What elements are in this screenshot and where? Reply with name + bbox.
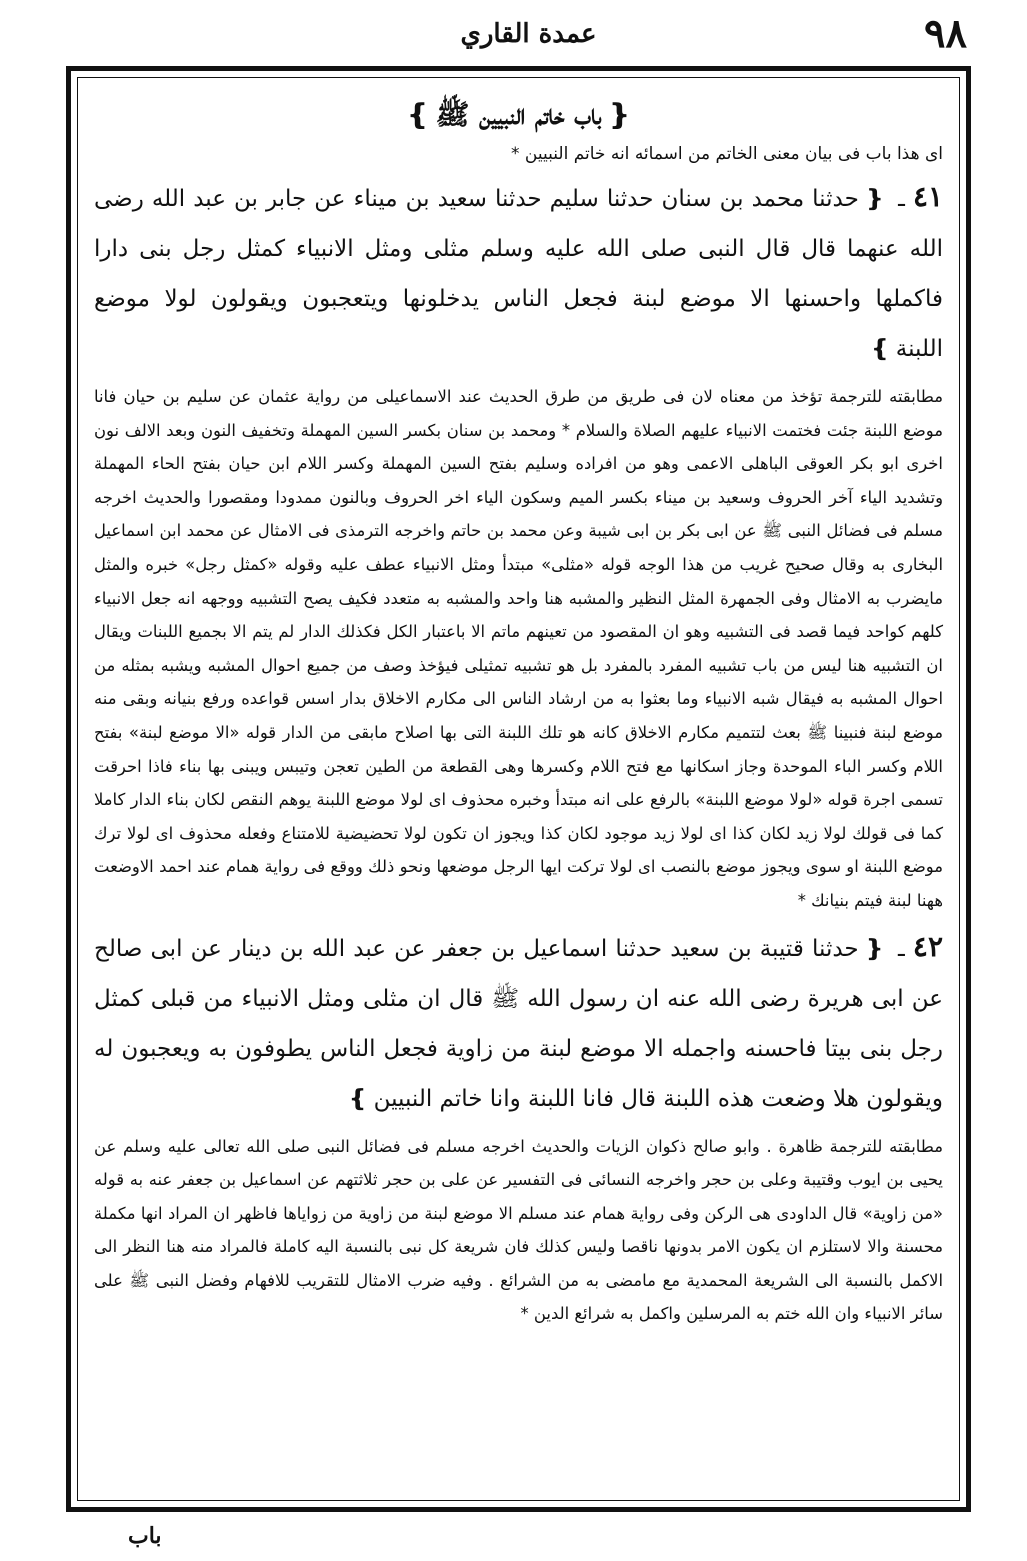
commentary-41: مطابقته للترجمة تؤخذ من معناه لان فى طريق من طرق الحديث عند الاسماعيلى من رواية عثمان عن سليم بن حيان فانا موضع اللبنة جئت فختمت الانبياء عليهم الصلاة والسلام * ومحمد بن سنان بكسر السين المهملة وتخفيف النون وبعد الالف نون اخرى ابو بكر العوقى الباهلى الاعمى وهو من افراده وسليم بفتح السين المهملة وكسر اللام ابن حيان بفتح الحاء المهملة وتشديد الياء آخر الحروف وسعيد بن ميناء بكسر الميم وسكون الياء اخر الحروف وبالنون ممدودا ومقصورا والحديث اخرجه مسلم فى فضائل النبى ﷺ عن ابى بكر بن ابى شيبة وعن محمد بن حاتم واخرجه الترمذى فى الامثال عن محمد ابن اسماعيل البخارى به وقال صحيح غريب من هذا الوجه قوله «مثلى» مبتدأ ومثل الانبياء عطف عليه وقوله «كمثل رجل» خبره والمثل مايضرب به الامثال وفى الجمهرة المثل النظير والمشبه هنا واحد والمشبه به متعدد فكيف يصح التشبيه ووجهه انه جعل الانبياء كلهم كواحد فيما قصد فى التشبيه وهو ان المقصود من تعينهم ماتم الا باعتبار الكل فكذلك الدار لم يتم الا بجميع اللبنات ويقال ان التشبيه هنا ليس من باب تشبيه المفرد بالمفرد بل هو تشبيه تمثيلى فيؤخذ وصف من جميع احوال المشبه ويشبه بمثله من احوال المشبه به فيقال شبه الانبياء وما بعثوا به من ارشاد الناس الى مكارم الاخلاق بدار اسس قواعده ورفع بنيانه وبقى منه موضع لبنة فنبينا ﷺ بعث لتتميم مكارم الاخلاق كانه هو تلك اللبنة التى بها اصلاح مابقى من الدار قوله «الا موضع لبنة» بفتح اللام وكسر الباء الموحدة وجاز اسكانها مع فتح اللام وكسرها وهى القطعة من الطين تعجن وتيبس ويبنى بها بناء فاذا احرقت تسمى اجرة قوله «لولا موضع اللبنة» بالرفع على انه مبتدأ وخبره محذوف اى لولا موضع اللبنة يوهم النقص لكان بناء الدار كاملا كما فى قولك لولا زيد لكان كذا اى لولا زيد موجود لكان كذا ويجوز ان تكون لولا تحضيضية للامتناع وفعله محذوف اى لولا ترك موضع اللبنة او سوى ويجوز موضع بالنصب اى لولا تركت ايها الرجل موضعها ونحو ذلك ووقع فى رواية همام عند احمد الاوضعت ههنا لبنة فيتم بنيانك *	[94, 387, 943, 910]
hadith-open-bracket-icon: ❴	[864, 185, 885, 212]
chapter-note: اى هذا باب فى بيان معنى الخاتم من اسمائه انه خاتم النبيين *	[511, 144, 943, 164]
hadith-separator: ـ	[890, 186, 905, 212]
hadith-number: ٤١	[912, 180, 944, 213]
hadith-separator: ـ	[889, 935, 905, 962]
hadith-41	[94, 172, 943, 374]
hadith-42	[94, 922, 943, 1124]
hadith-number: ٤٢	[912, 929, 943, 963]
catchword: باب	[128, 1523, 162, 1549]
chapter-title	[88, 94, 949, 136]
page-header	[90, 10, 967, 58]
hadith-text: حدثنا قتيبة بن سعيد حدثنا اسماعيل بن جعفر عن عبد الله بن دينار عن ابى صالح عن ابى هريرة رضى الله عنه ان رسول الله ﷺ قال ان مثلى ومثل الانبياء من قبلى كمثل رجل بنى بيتا فاحسنه واجمله الا موضع لبنة من زاوية فجعل الناس يطوفون به ويعجبون له ويقولون هلا وضعت هذه اللبنة قال فانا اللبنة وانا خاتم النبيين	[94, 935, 943, 1112]
hadith-close-bracket-icon: ❵	[870, 335, 890, 362]
ornament-right-icon: ❴	[607, 98, 631, 131]
hadith-text: حدثنا محمد بن سنان حدثنا سليم حدثنا سعيد بن ميناء عن جابر بن عبد الله رضى الله عنهما قال قال النبى صلى الله عليه وسلم مثلى ومثل الانبياء كمثل رجل بنى دارا فاكملها واحسنها الا موضع لبنة فجعل الناس يدخلونها ويتعجبون ويقولون لولا موضع اللبنة	[94, 186, 943, 362]
commentary-42: مطابقته للترجمة ظاهرة . وابو صالح ذكوان الزيات والحديث اخرجه مسلم فى فضائل النبى صلى الله تعالى عليه وسلم عن يحيى بن ايوب وقتيبة وعلى بن حجر واخرجه النسائى فى التفسير عن على بن حجر ثلاثتهم عن اسماعيل بن جعفر عنه به قوله «من زاوية» قال الداودى هى الركن وفى رواية همام عند مسلم الا موضع لبنة من زاوية من زواياها فاظهر ان المراد انها مكملة محسنة والا لاستلزم ان يكون الامر بدونها ناقصا وليس كذلك فان شريعة كل نبى بالنسبة اليه كاملة فالمراد منه هنا النظر الى الاكمل بالنسبة الى الشريعة المحمدية مع مامضى به من الشرائع . وفيه ضرب الامثال للتقريب للافهام وفضل النبى ﷺ على سائر الانبياء وان الله ختم به المرسلين واكمل به شرائع الدين *	[94, 1136, 943, 1324]
chapter-title-text: باب خاتم النبيين ﷺ	[435, 98, 602, 131]
hadith-open-bracket-icon: ❴	[864, 934, 884, 962]
ornament-left-icon: ❵	[406, 98, 430, 131]
running-title: عمدة القاري	[460, 19, 597, 49]
page-frame-inner	[77, 77, 960, 1501]
page-number: ٩٨	[924, 10, 967, 57]
page-frame	[66, 66, 971, 1512]
hadith-close-bracket-icon: ❵	[348, 1084, 368, 1112]
